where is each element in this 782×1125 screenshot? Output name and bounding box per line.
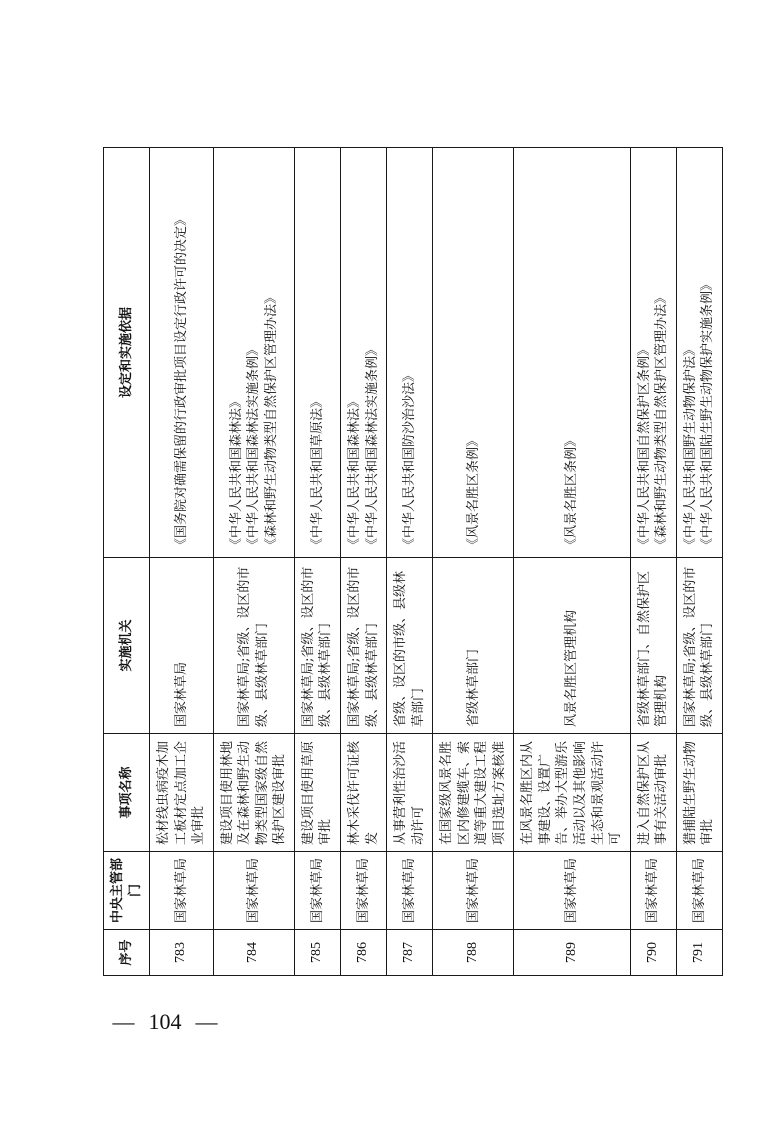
admin-approval-table — [103, 147, 723, 976]
row-item-cell: 松材线虫病疫木加工板材定点加工企业审批 — [150, 734, 214, 852]
table-row — [514, 148, 630, 976]
row-basis-cell — [676, 148, 722, 558]
table-row — [213, 148, 294, 976]
row-dept-cell: 国家林草局 — [630, 852, 676, 930]
row-index-cell: 786 — [341, 930, 387, 976]
table-row — [433, 148, 514, 976]
basis-line: 《国务院对确需保留的行政审批项目设定行政许可的决定》 — [173, 212, 189, 551]
page-dash-left: — — [112, 1009, 135, 1034]
row-item-cell: 林木采伐许可证核发 — [341, 734, 387, 852]
row-item-cell: 建设项目使用草原审批 — [294, 734, 340, 852]
table-row — [387, 148, 433, 976]
row-dept-cell: 国家林草局 — [433, 852, 514, 930]
row-org-cell: 风景名胜区管理机构 — [514, 558, 630, 734]
row-org-cell: 国家林草局;省级、设区的市级、县级林草部门 — [676, 558, 722, 734]
basis-line: 《森林和野生动物类型自然保护区管理办法》 — [263, 290, 279, 551]
row-org-cell: 国家林草局;省级、设区的市级、县级林草部门 — [341, 558, 387, 734]
row-index-cell: 789 — [514, 930, 630, 976]
row-dept-cell: 国家林草局 — [387, 852, 433, 930]
row-item-cell: 从事营利性治沙活动许可 — [387, 734, 433, 852]
row-index-cell: 788 — [433, 930, 514, 976]
row-org-cell: 省级林草部门、自然保护区管理机构 — [630, 558, 676, 734]
row-index-cell: 783 — [150, 930, 214, 976]
basis-line: 《中华人民共和国森林法实施条例》 — [364, 342, 380, 551]
header-org: 实施机关 — [104, 558, 150, 734]
row-index-cell: 790 — [630, 930, 676, 976]
row-dept-cell: 国家林草局 — [150, 852, 214, 930]
row-org-cell: 国家林草局 — [150, 558, 214, 734]
row-item-cell: 进入自然保护区从事有关活动审批 — [630, 734, 676, 852]
header-dept: 中央主管部门 — [104, 852, 150, 930]
row-basis-cell — [294, 148, 340, 558]
row-index-cell: 785 — [294, 930, 340, 976]
basis-line: 《中华人民共和国野生动物保护法》 — [682, 342, 698, 551]
basis-line: 《风景名胜区条例》 — [465, 433, 481, 551]
table-header-row — [104, 148, 150, 976]
page-number — [110, 1004, 220, 1040]
basis-line: 《中华人民共和国森林法实施条例》 — [246, 342, 262, 551]
row-basis-cell — [433, 148, 514, 558]
header-item: 事项名称 — [104, 734, 150, 852]
table-row — [630, 148, 676, 976]
row-item-cell: 在风景名胜区内从事建设、设置广告、举办大型游乐活动以及其他影响生态和景观活动许可 — [514, 734, 630, 852]
basis-line: 《中华人民共和国森林法》 — [347, 394, 363, 551]
basis-line: 《中华人民共和国陆生野生动物保护实施条例》 — [700, 277, 716, 551]
row-basis-cell — [514, 148, 630, 558]
page-number-value: 104 — [148, 1009, 182, 1034]
row-basis-cell — [341, 148, 387, 558]
table-row — [341, 148, 387, 976]
row-dept-cell: 国家林草局 — [213, 852, 294, 930]
row-index-cell: 784 — [213, 930, 294, 976]
row-dept-cell: 国家林草局 — [514, 852, 630, 930]
row-org-cell: 省级林草部门 — [433, 558, 514, 734]
row-org-cell: 省级、设区的市级、县级林草部门 — [387, 558, 433, 734]
row-basis-cell — [630, 148, 676, 558]
row-org-cell: 国家林草局;省级、设区的市级、县级林草部门 — [294, 558, 340, 734]
table-body — [150, 148, 723, 976]
row-dept-cell: 国家林草局 — [676, 852, 722, 930]
basis-line: 《中华人民共和国防沙治沙法》 — [401, 368, 417, 551]
table-row — [150, 148, 214, 976]
row-org-cell: 国家林草局;省级、设区的市级、县级林草部门 — [213, 558, 294, 734]
page-dash-right: — — [195, 1009, 218, 1034]
row-index-cell: 787 — [387, 930, 433, 976]
basis-line: 《中华人民共和国森林法》 — [228, 394, 244, 551]
basis-line: 《中华人民共和国自然保护区条例》 — [636, 342, 652, 551]
table-row — [676, 148, 722, 976]
row-dept-cell: 国家林草局 — [341, 852, 387, 930]
basis-line: 《森林和野生动物类型自然保护区管理办法》 — [654, 290, 670, 551]
row-basis-cell — [387, 148, 433, 558]
rotated-table-frame — [103, 148, 716, 976]
row-basis-cell — [213, 148, 294, 558]
row-dept-cell: 国家林草局 — [294, 852, 340, 930]
row-item-cell: 在国家级风景名胜区内修建缆车、索道等重大建设工程项目选址方案核准 — [433, 734, 514, 852]
basis-line: 《风景名胜区条例》 — [564, 433, 580, 551]
row-item-cell: 猎捕陆生野生动物审批 — [676, 734, 722, 852]
header-basis: 设定和实施依据 — [104, 148, 150, 558]
row-basis-cell — [150, 148, 214, 558]
row-item-cell: 建设项目使用林地及在森林和野生动物类型国家级自然保护区建设审批 — [213, 734, 294, 852]
row-index-cell: 791 — [676, 930, 722, 976]
header-index: 序号 — [104, 930, 150, 976]
basis-line: 《中华人民共和国草原法》 — [309, 394, 325, 551]
table-row — [294, 148, 340, 976]
